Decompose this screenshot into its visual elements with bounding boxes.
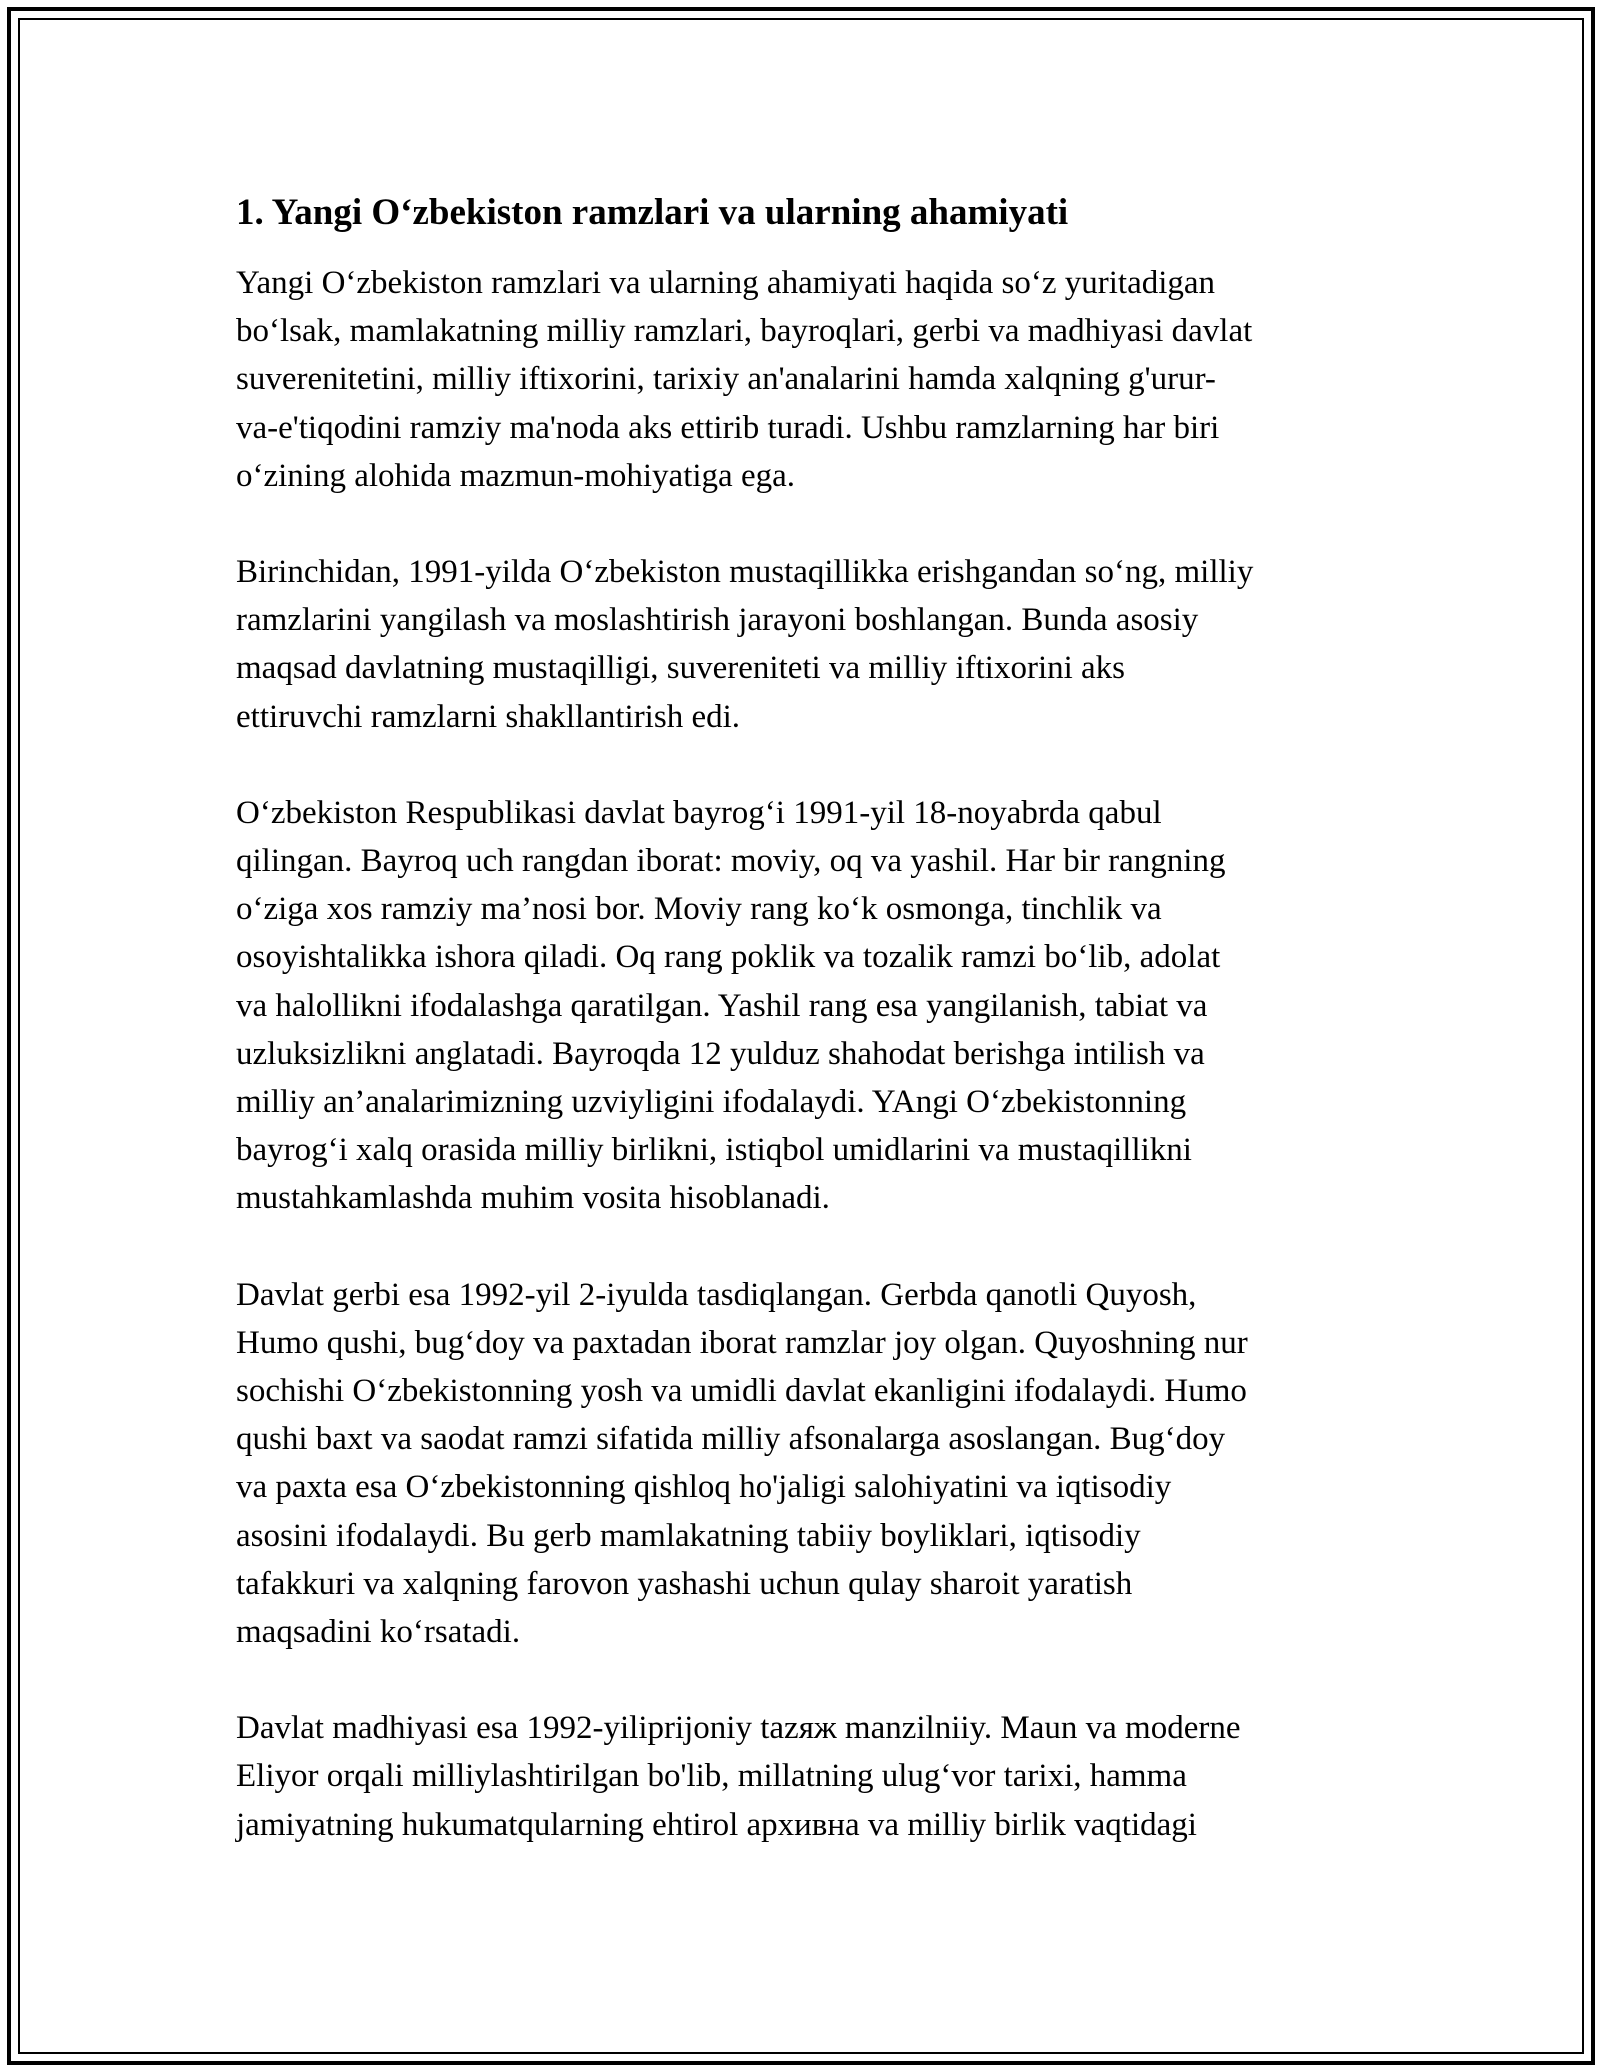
text-line: sochishi O‘zbekistonning yosh va umidli davlat ekanligini ifodalaydi. Humo bbox=[236, 1373, 1247, 1410]
text-line: milliy an’analarimizning uzviyligini ifodalaydi. YAngi O‘zbekistonning bbox=[236, 1084, 1187, 1121]
text-line: va paxta esa O‘zbekistonning qishloq ho'jaligi salohiyatini va iqtisodiy bbox=[236, 1469, 1172, 1506]
text-line: qilingan. Bayroq uch rangdan iborat: moviy, oq va yashil. Har bir rangning bbox=[236, 843, 1226, 880]
paragraph-flag bbox=[236, 789, 1386, 1223]
text-line: maqsad davlatning mustaqilligi, suvereniteti va milliy iftixorini aks bbox=[236, 650, 1126, 687]
text-line: Eliyor orqali milliylashtirilgan bo'lib, millatning ulug‘vor tarixi, hamma bbox=[236, 1758, 1187, 1795]
text-line: qushi baxt va saodat ramzi sifatida milliy afsonalarga asoslangan. Bug‘doy bbox=[236, 1421, 1226, 1458]
text-line: tafakkuri va xalqning farovon yashashi uchun qulay sharoit yaratish bbox=[236, 1565, 1133, 1602]
text-line: Davlat madhiyasi esa 1992-yiliprijoniy tazяж manzilniiy. Maun va moderne bbox=[236, 1710, 1241, 1747]
text-line: suverenitetini, milliy iftixorini, tarixiy an'analarini hamda xalqning g'urur- bbox=[236, 361, 1216, 398]
text-line: osoyishtalikka ishora qiladi. Oq rang poklik va tozalik ramzi bo‘lib, adolat bbox=[236, 939, 1221, 976]
text-line: Yangi O‘zbekiston ramzlari va ularning ahamiyati haqida so‘z yuritadigan bbox=[236, 265, 1216, 301]
text-line: uzluksizlikni anglatadi. Bayroqda 12 yulduz shahodat berishga intilish va bbox=[236, 1035, 1205, 1072]
paragraph-independence bbox=[236, 548, 1386, 741]
text-line: o‘ziga xos ramziy ma’nosi bor. Moviy rang ko‘k osmonga, tinchlik va bbox=[236, 891, 1162, 928]
text-line: Birinchidan, 1991-yilda O‘zbekiston mustaqillikka erishgandan so‘ng, milliy bbox=[236, 554, 1254, 591]
paragraph-intro bbox=[236, 259, 1386, 500]
text-line: jamiyatning hukumatqularning ehtirol архивна va milliy birlik vaqtidagi bbox=[236, 1806, 1197, 1843]
text-line: mustahkamlashda muhim vosita hisoblanadi. bbox=[236, 1180, 830, 1217]
text-line: O‘zbekiston Respublikasi davlat bayrog‘i 1991-yil 18-noyabrda qabul bbox=[236, 794, 1162, 831]
document-body bbox=[236, 185, 1386, 1897]
text-line: asosini ifodalaydi. Bu gerb mamlakatning tabiiy boyliklari, iqtisodiy bbox=[236, 1517, 1141, 1554]
text-line: bayrog‘i xalq orasida milliy birlikni, istiqbol umidlarini va mustaqillikni bbox=[236, 1132, 1192, 1169]
text-line: va halollikni ifodalashga qaratilgan. Yashil rang esa yangilanish, tabiat va bbox=[236, 987, 1208, 1024]
text-line: bo‘lsak, mamlakatning milliy ramzlari, bayroqlari, gerbi va madhiyasi davlat bbox=[236, 313, 1253, 350]
text-line: ramzlarini yangilash va moslashtirish jarayoni boshlangan. Bunda asosiy bbox=[236, 602, 1199, 639]
section-heading: 1. Yangi O‘zbekiston ramzlari va ularning ahamiyati bbox=[236, 192, 1069, 233]
text-line: ettiruvchi ramzlarni shakllantirish edi. bbox=[236, 698, 741, 735]
paragraph-anthem bbox=[236, 1704, 1386, 1849]
text-line: maqsadini ko‘rsatadi. bbox=[236, 1614, 521, 1651]
text-line: va-e'tiqodini ramziy ma'noda aks ettirib turadi. Ushbu ramzlarning har biri bbox=[236, 409, 1220, 446]
text-line: o‘zining alohida mazmun-mohiyatiga ega. bbox=[236, 457, 795, 494]
paragraph-coat-of-arms bbox=[236, 1271, 1386, 1657]
text-line: Davlat gerbi esa 1992-yil 2-iyulda tasdiqlangan. Gerbda qanotli Quyosh, bbox=[236, 1276, 1197, 1313]
text-line: Humo qushi, bug‘doy va paxtadan iborat ramzlar joy olgan. Quyoshning nur bbox=[236, 1324, 1248, 1361]
